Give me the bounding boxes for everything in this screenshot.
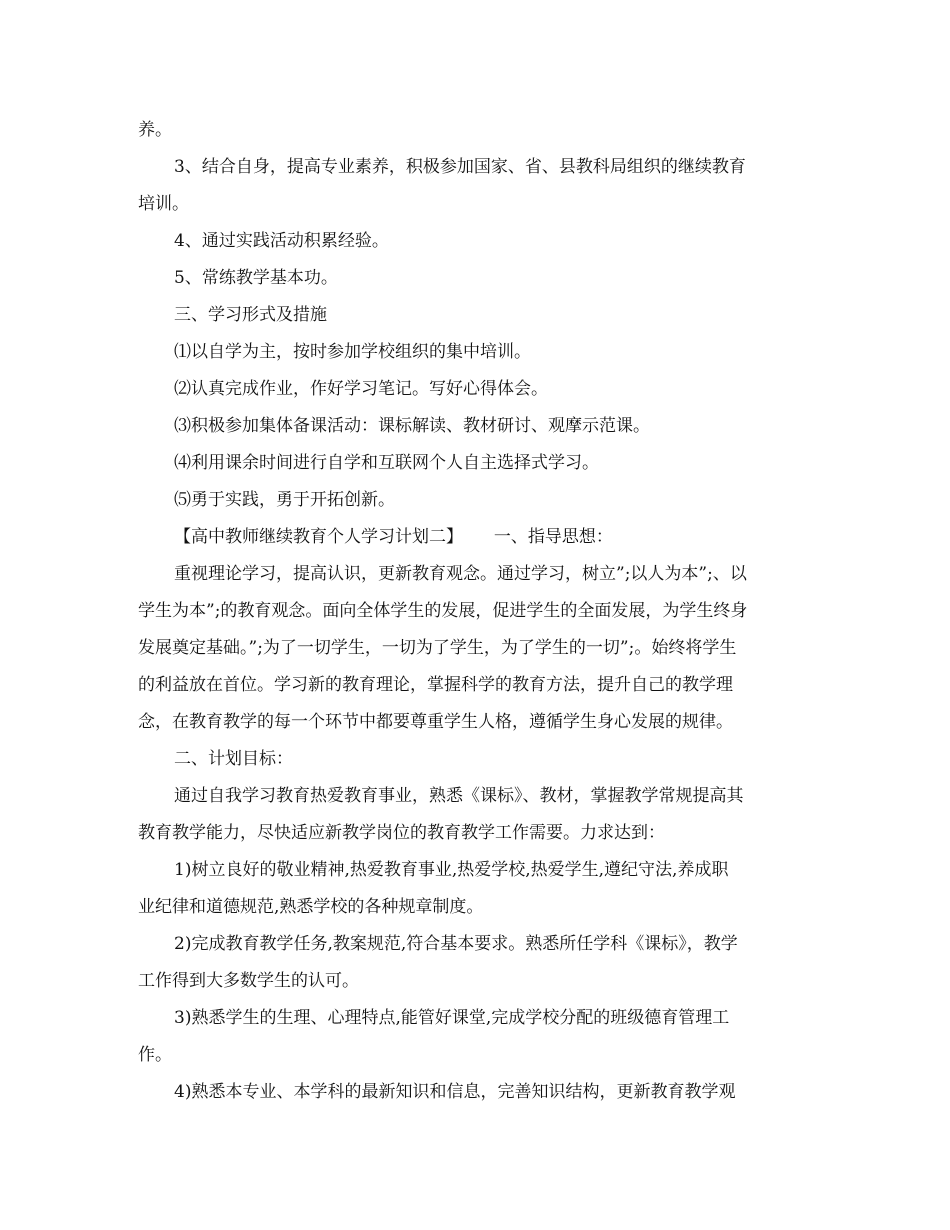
text-line: 发展奠定基础。”;为了一切学生，一切为了学生，为了学生的一切”;。始终将学生	[138, 638, 737, 658]
text-line: 5、常练教学基本功。	[174, 268, 338, 288]
text-line: 养。	[138, 120, 172, 140]
text-line: ⑴以自学为主，按时参加学校组织的集中培训。	[174, 342, 531, 362]
document-body	[138, 112, 818, 1111]
section-heading: 【高中教师继续教育个人学习计划二】 一、指导思想：	[174, 527, 613, 547]
text-line: 1)树立良好的敬业精神,热爱教育事业,热爱学校,热爱学生,遵纪守法,养成职	[174, 860, 729, 880]
section-heading: 三、学习形式及措施	[174, 305, 327, 325]
text-line: ⑷利用课余时间进行自学和互联网个人自主选择式学习。	[174, 453, 599, 473]
text-line: 教育教学能力，尽快适应新教学岗位的教育教学工作需要。力求达到：	[138, 823, 665, 843]
text-line: ⑸勇于实践，勇于开拓创新。	[174, 490, 395, 510]
text-line: 2)完成教育教学任务,教案规范,符合基本要求。熟悉所任学科《课标》，教学	[174, 934, 738, 954]
text-line: 3、结合自身，提高专业素养，积极参加国家、省、县教科局组织的继续教育	[174, 157, 746, 177]
section-heading: 二、计划目标：	[174, 749, 293, 769]
text-line: ⑵认真完成作业，作好学习笔记。写好心得体会。	[174, 379, 548, 399]
text-line: 念，在教育教学的每一个环节中都要尊重学生人格，遵循学生身心发展的规律。	[138, 712, 733, 732]
text-line: 业纪律和道德规范,熟悉学校的各种规章制度。	[138, 897, 484, 917]
text-line: 作。	[138, 1045, 172, 1065]
text-line: 学生为本”;的教育观念。面向全体学生的发展，促进学生的全面发展，为学生终身	[138, 601, 748, 621]
text-line: ⑶积极参加集体备课活动：课标解读、教材研讨、观摩示范课。	[174, 416, 650, 436]
text-line: 通过自我学习教育热爱教育事业，熟悉《课标》、教材，掌握教学常规提高其	[174, 786, 744, 806]
text-line: 重视理论学习，提高认识，更新教育观念。通过学习，树立”;以人为本”;、以	[174, 564, 747, 584]
text-line: 4)熟悉本专业、本学科的最新知识和信息，完善知识结构，更新教育教学观	[174, 1082, 736, 1102]
text-line: 3)熟悉学生的生理、心理特点,能管好课堂,完成学校分配的班级德育管理工	[174, 1008, 730, 1028]
text-line: 工作得到大多数学生的认可。	[138, 971, 359, 991]
text-line: 培训。	[138, 194, 189, 214]
text-line: 4、通过实践活动积累经验。	[174, 231, 389, 251]
text-line: 的利益放在首位。学习新的教育理论，掌握科学的教育方法，提升自己的教学理	[138, 675, 733, 695]
